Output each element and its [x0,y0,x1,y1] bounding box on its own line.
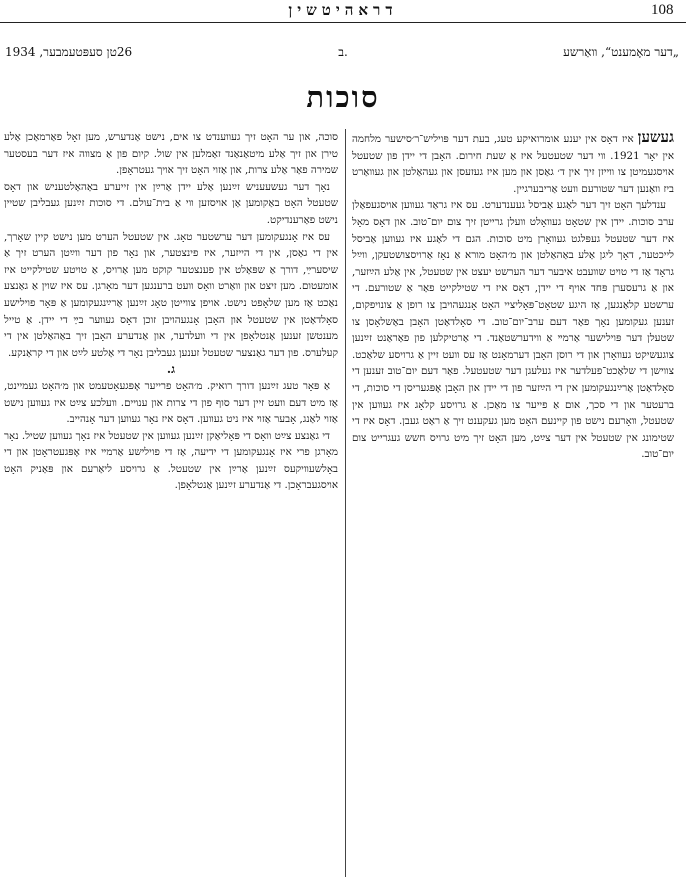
issue-date: 26טן סעפּטעמבער, 1934 [5,45,133,59]
paragraph: די גאַנצע צײַט װאָס די פּאָליאַקן זײַנען געװען אין שטעטל איז נאָך געװען שטיל. נאָר מאָרגן פרי איז אָנגעקומען די ידיעה, אַז די פוילישע אַרמײ איז אָפּגעטראָטן און די באָלשעװיקעס זײַנען אַרײַן אין שטעטל. אַ גרויסע ליאַרעם און פּאַניק האָט אױסגעבראָכן. די אַנדערע זײַנען אַנטלאָפן. [4,429,338,492]
paragraph [352,129,674,197]
paragraph: נאָך דער געשעעניש זײַנען אַלע יידן אַרײַן אין זייערע באַהאַלטעניש און דאָס שטעטל האָט באַקומען אַן אויסזען װי אַ בית־עולם. די סוכות זײַנען געבליבן שטיין נישט פאַרענדיקט. [4,180,338,226]
article-title: סוכות [306,82,380,114]
left-column [4,129,338,877]
section-number: ג. [166,362,176,377]
right-column [352,129,674,877]
issue-section: ב. [338,45,348,59]
column-divider [345,129,346,877]
paragraph: סוכה, און ער האָט זיך געװענדט צו אים, נישט אַנדערש, מען זאָל פאַרמאַכן אַלע טירן און זיך אַלע מיטאַנאַנד זאַמלען אין שול. קיום פון אַ מצװה איז דער בעסטער שמירה פאַר אַלע צרות, און אַזוי האָט זיך אויך געטראָפן. [4,131,338,177]
issue-line [0,45,686,65]
paragraph: ענדלעך האָט זיך דער לאַגע אַביסל געענדערט. עס איז גראַד געװען אויסגעפאַלן ערב סוכות. יידן אין שטאָט געװאָלט װעלן גרייטן זיך צום יום־טוב. און דאָס מאָל איז דער שטעטל געפּלגט געװאָרן מיט סוכות. הגם די לאַגע איז געװען אַביסל לייכטער, דאָך ליגן אַלע באַהאַלטן און מ׳האָט מורא אַ נאָז אַרויסצושטעקן, װײַל גראָד אַז די טויט שװעבט איבער דער הערשט יעצט אין שטעטל, אין אַלע הײַזער, און אַ גרעסערן פּחד אויף די יידן, דאָס איז די שטילקייט פאַר אַ שטורעם. די ערשטע קלאַנגען, אַז היגע שטאָט־פּאָליציי האָט אָנגעהויבן צו רופן אַ צונויפקום, זענען געקומען נאָך פאַר דעם ערב־יום־טוב. די סאָלדאַטן האָבן באַשלאָסן צו שטעלן דער פּוילישער אַרמײ אַ װידערשטאַנד. די אַרטיקלען פון פאַראַנט זײַנען צוגעשיקט געװאָרן און די רוסן האָבן דערמאָנט אַז עס װעט זיין אַ גרויסע שלאַכט. צװישן די שלאַכט־פעלדער איז געלעגן דער שטעטעל. פאַר דעם יום־טוב זענען די סאָלדאַטן אַרײַנגעקומען אין די הײַזער פון די יידן און האָבן אָפּגעריסן די סוכות, די ברעטער און די סכך, אום אַ פייער צו מאַכן. אַ גרויסע קלאָג איז געװען אין שטעטל, װאָרעם נישט פון קיינעם האָט מען געקענט זיך אַ ראַט געבן. דאָס איז די שטימונג אין שטעטל אין דער צײַט, מען האָט זיך מיט גרויס חשש געגרייט צום יום־טוב. [352,199,674,461]
page-number: 108 [651,2,674,18]
paragraph-text: איז דאָס אין יענע אומרואיקע טעג, בעת דער פּויליש־ר׳סישער מלחמה אין יאָר 1921. װי דער שטעטעל איז אַ שעת חירום. האָבן די יידן פון שטעטל אויסגעמיטן צו װייזן זיך אין ד׳ גאַסן און מען איז געזעסן און געהאַלטן און געװאַרט ביז װאַנען דער שטורעם װעט אַריבערגיין. [352,133,674,195]
running-header [0,0,686,23]
lead-word: געשען [637,129,674,146]
journal-name: דראהיטשין [288,1,398,19]
paragraph: אַ פּאָר טעג זײַנען דורך רואיק. מ׳האָט פרייער אָפּגעאָטעמט און מ׳האָט געמיינט, אַז מיט דעם װעט זיין דער סוף פון די צרות און ענױים. װעלכע צײַט איז געװען נישט אַזױ לאַנג, אָבער אַזױ איז ניט געװען. דאָס איז נאָר געװען דער אָנהייב. [4,379,338,426]
paragraph: עס איז אָנגעקומען דער ערשטער טאָג. אין שטעטל הערט מען נישט קיין שאָרך, אין די גאַסן, אין די הייזער, איז פינצטער, און נאָר פון דער װײַטן הערט זיך אַ שיסערײַ, דורך אַ שפּאַלט אין פענצטער קוקט מען אַרויס, אַ טויטע שטילקייט איז אומעטום. מען זיצט און װאַרט װאָס װעט ברענגען דער מאָרגן. עס איז שוין אַ גאַנצע נאַכט אַז מען שלאָפט נישט. אויפן צװייטן טאָג זײַנען אַרײַנגעקומען אַ פּאָר פוילישע סאָלדאַטן אין שטעטל און האָבן אָנגעהויבן זוכן דאָס געװער בײַ די יידן. אַ טייל מענטשן זענען אַנטלאָפן אין די װעלדער, און אַנדערע האָבן זיך באַהאַלטן אין די קעלערס. פון דער גאַנצער שטעטל זענען געבליבן נאָר די אַלטע לײַט און די קראַנקע. [4,230,338,359]
publication-name: „דער מאָמענט“, װאַרשע [563,45,679,59]
